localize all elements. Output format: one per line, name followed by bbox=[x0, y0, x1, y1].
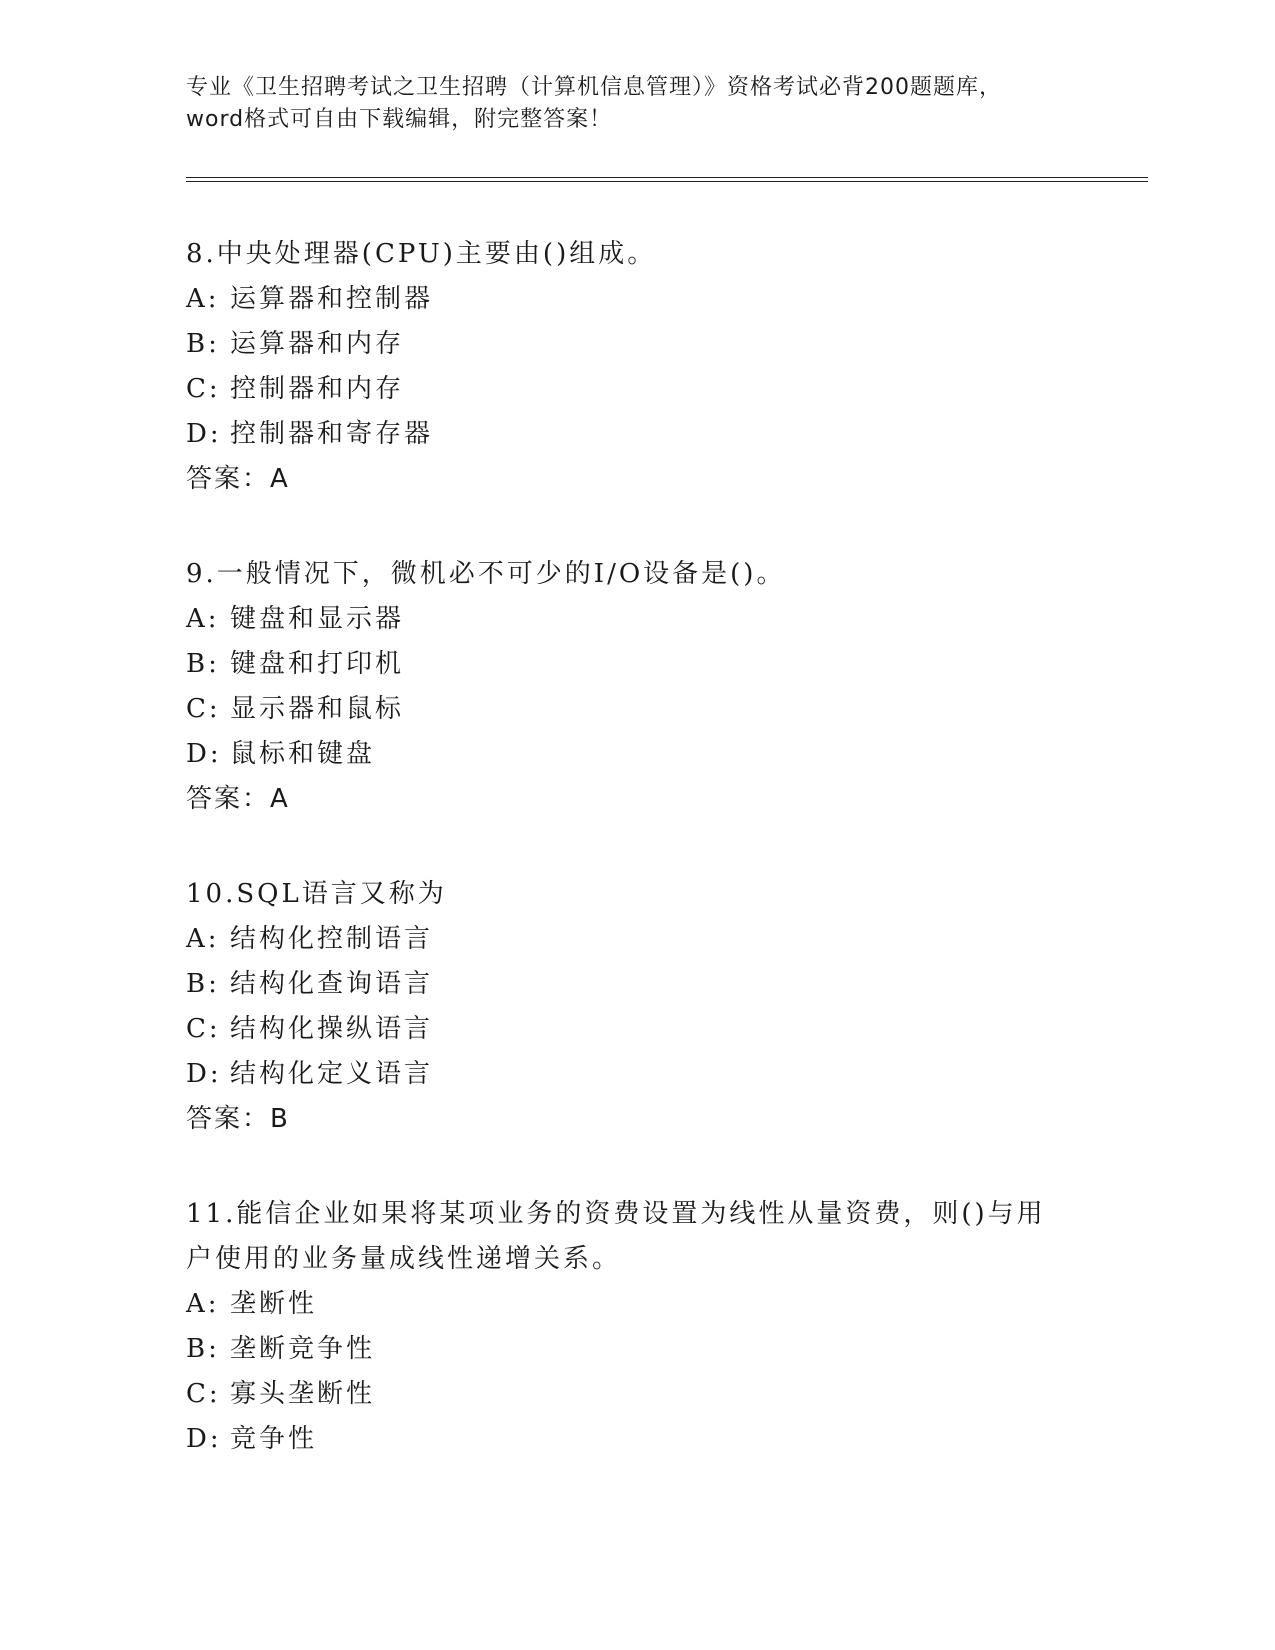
option-c bbox=[186, 1372, 1146, 1417]
option-key: D: bbox=[186, 1424, 222, 1454]
question-stem: 10.SQL语言又称为 bbox=[186, 879, 447, 909]
option-d bbox=[186, 1417, 1146, 1462]
answer-line: 答案：B bbox=[186, 1104, 290, 1134]
question-list bbox=[186, 232, 1146, 1512]
question-stem: 8.中央处理器(CPU)主要由()组成。 bbox=[186, 239, 657, 269]
option-c bbox=[186, 1007, 1146, 1052]
question-stem: 11.能信企业如果将某项业务的资费设置为线性从量资费，则()与用户使用的业务量成线性递增关系。 bbox=[186, 1199, 1046, 1274]
option-text: 显示器和鼠标 bbox=[230, 694, 405, 724]
option-a bbox=[186, 1282, 1146, 1327]
header-divider bbox=[186, 177, 1148, 182]
question-8 bbox=[186, 232, 1146, 502]
option-key: B: bbox=[186, 649, 220, 679]
question-10 bbox=[186, 872, 1146, 1142]
header-line-1: 专业《卫生招聘考试之卫生招聘（计算机信息管理）》资格考试必背200题题库， bbox=[186, 75, 1002, 100]
option-key: A: bbox=[186, 604, 220, 634]
option-text: 垄断竞争性 bbox=[230, 1334, 376, 1364]
option-a bbox=[186, 597, 1146, 642]
option-key: B: bbox=[186, 969, 220, 999]
question-stem: 9.一般情况下，微机必不可少的I/O设备是()。 bbox=[186, 559, 786, 589]
header-line-2: word格式可自由下载编辑，附完整答案！ bbox=[186, 107, 613, 132]
answer-line: 答案：A bbox=[186, 464, 290, 494]
option-c bbox=[186, 687, 1146, 732]
option-text: 键盘和显示器 bbox=[230, 604, 405, 634]
option-key: C: bbox=[186, 1379, 221, 1409]
document-header bbox=[186, 72, 1086, 136]
option-text: 竞争性 bbox=[230, 1424, 318, 1454]
option-key: C: bbox=[186, 1014, 221, 1044]
option-a bbox=[186, 917, 1146, 962]
option-c bbox=[186, 367, 1146, 412]
option-key: D: bbox=[186, 739, 222, 769]
option-text: 寡头垄断性 bbox=[230, 1379, 376, 1409]
option-text: 运算器和内存 bbox=[230, 329, 405, 359]
answer-line: 答案：A bbox=[186, 784, 290, 814]
option-d bbox=[186, 732, 1146, 777]
option-key: C: bbox=[186, 694, 221, 724]
option-text: 结构化定义语言 bbox=[230, 1059, 434, 1089]
option-text: 控制器和寄存器 bbox=[230, 419, 434, 449]
option-b bbox=[186, 322, 1146, 367]
option-text: 垄断性 bbox=[230, 1289, 318, 1319]
option-key: C: bbox=[186, 374, 221, 404]
option-d bbox=[186, 1052, 1146, 1097]
option-key: A: bbox=[186, 1289, 220, 1319]
option-key: B: bbox=[186, 1334, 220, 1364]
option-text: 运算器和控制器 bbox=[230, 284, 434, 314]
option-key: A: bbox=[186, 284, 220, 314]
option-b bbox=[186, 642, 1146, 687]
option-text: 结构化操纵语言 bbox=[230, 1014, 434, 1044]
option-d bbox=[186, 412, 1146, 457]
option-text: 键盘和打印机 bbox=[230, 649, 405, 679]
option-key: D: bbox=[186, 419, 222, 449]
option-key: B: bbox=[186, 329, 220, 359]
option-b bbox=[186, 962, 1146, 1007]
option-text: 结构化查询语言 bbox=[230, 969, 434, 999]
question-11 bbox=[186, 1192, 1146, 1462]
option-key: A: bbox=[186, 924, 220, 954]
option-text: 鼠标和键盘 bbox=[230, 739, 376, 769]
option-b bbox=[186, 1327, 1146, 1372]
option-a bbox=[186, 277, 1146, 322]
question-9 bbox=[186, 552, 1146, 822]
option-key: D: bbox=[186, 1059, 222, 1089]
option-text: 结构化控制语言 bbox=[230, 924, 434, 954]
option-text: 控制器和内存 bbox=[230, 374, 405, 404]
